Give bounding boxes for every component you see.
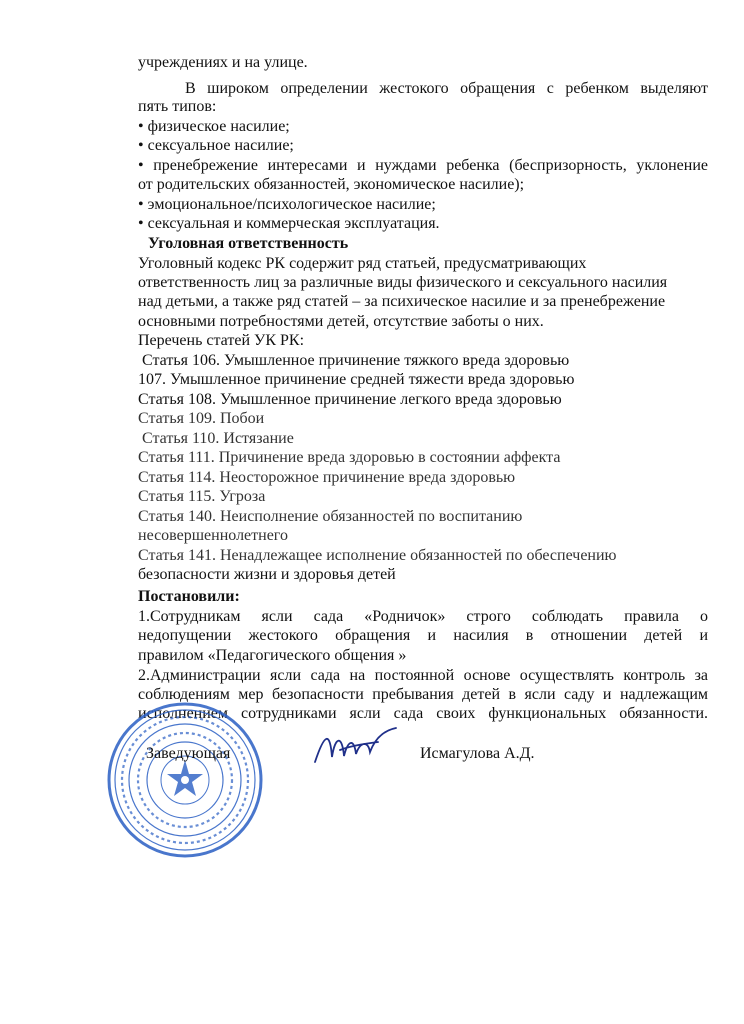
list-item: • сексуальная и коммерческая эксплуатация. bbox=[138, 215, 440, 232]
decision-item-continuation: исполнением сотрудниками ясли сада своих функциональных обязанности. bbox=[138, 705, 708, 722]
signature-position: Заведующая bbox=[146, 745, 231, 762]
decision-heading: Постановили: bbox=[138, 588, 240, 605]
decision-item-continuation: правилом «Педагогического общения » bbox=[138, 647, 407, 664]
article-item: Статья 141. Ненадлежащее исполнение обязанностей по обеспечению bbox=[138, 547, 617, 564]
article-item: Статья 109. Побои bbox=[138, 410, 265, 427]
article-item: Статья 111. Причинение вреда здоровью в состоянии аффекта bbox=[138, 449, 561, 466]
text-line: над детьми, а также ряд статей – за психическое насилие и за пренебрежение bbox=[138, 293, 666, 310]
text-line: ответственность лиц за различные виды физического и сексуального насилия bbox=[138, 274, 668, 291]
list-item: • пренебрежение интересами и нуждами ребенка (беспризорность, уклонение bbox=[138, 157, 708, 174]
article-item-continuation: безопасности жизни и здоровья детей bbox=[138, 566, 396, 583]
list-item: • физическое насилие; bbox=[138, 118, 290, 135]
article-item: 107. Умышленное причинение средней тяжести вреда здоровью bbox=[138, 371, 575, 388]
signature-name: Исмагулова А.Д. bbox=[420, 745, 535, 762]
section-heading: Уголовная ответственность bbox=[148, 235, 349, 252]
handwritten-signature bbox=[310, 722, 400, 777]
article-item: Статья 114. Неосторожное причинение вреда здоровью bbox=[138, 469, 516, 486]
decision-item-continuation: соблюдениям мер безопасности пребывания детей в ясли саду и надлежащим bbox=[138, 686, 708, 703]
text-line: учреждениях и на улице. bbox=[138, 54, 308, 71]
article-item: Статья 110. Истязание bbox=[142, 430, 294, 447]
article-item: Статья 140. Неисполнение обязанностей по воспитанию bbox=[138, 508, 523, 525]
list-heading: Перечень статей УК РК: bbox=[138, 332, 305, 349]
article-item-continuation: несовершеннолетнего bbox=[138, 527, 288, 544]
article-item: Статья 108. Умышленное причинение легкого вреда здоровью bbox=[138, 391, 562, 408]
decision-item: 1.Сотрудникам ясли сада «Родничок» строго соблюдать правила о bbox=[138, 608, 708, 625]
official-stamp bbox=[105, 700, 265, 860]
text-line: Уголовный кодекс РК содержит ряд статьей, предусматривающих bbox=[138, 255, 587, 272]
text-line: пять типов: bbox=[138, 98, 217, 115]
decision-item: 2.Администрации ясли сада на постоянной основе осуществлять контроль за bbox=[138, 667, 708, 684]
article-item: Статья 106. Умышленное причинение тяжкого вреда здоровью bbox=[142, 352, 570, 369]
article-item: Статья 115. Угроза bbox=[138, 488, 266, 505]
list-item: • сексуальное насилие; bbox=[138, 137, 294, 154]
list-item: • эмоциональное/психологическое насилие; bbox=[138, 196, 436, 213]
decision-item-continuation: недопущении жестокого обращения и насилия в отношении детей и bbox=[138, 627, 708, 644]
list-item-continuation: от родительских обязанностей, экономическое насилие); bbox=[138, 176, 525, 193]
paragraph-start: В широком определении жестокого обращения с ребенком выделяют bbox=[185, 80, 708, 97]
text-line: основными потребностями детей, отсутствие заботы о них. bbox=[138, 313, 544, 330]
